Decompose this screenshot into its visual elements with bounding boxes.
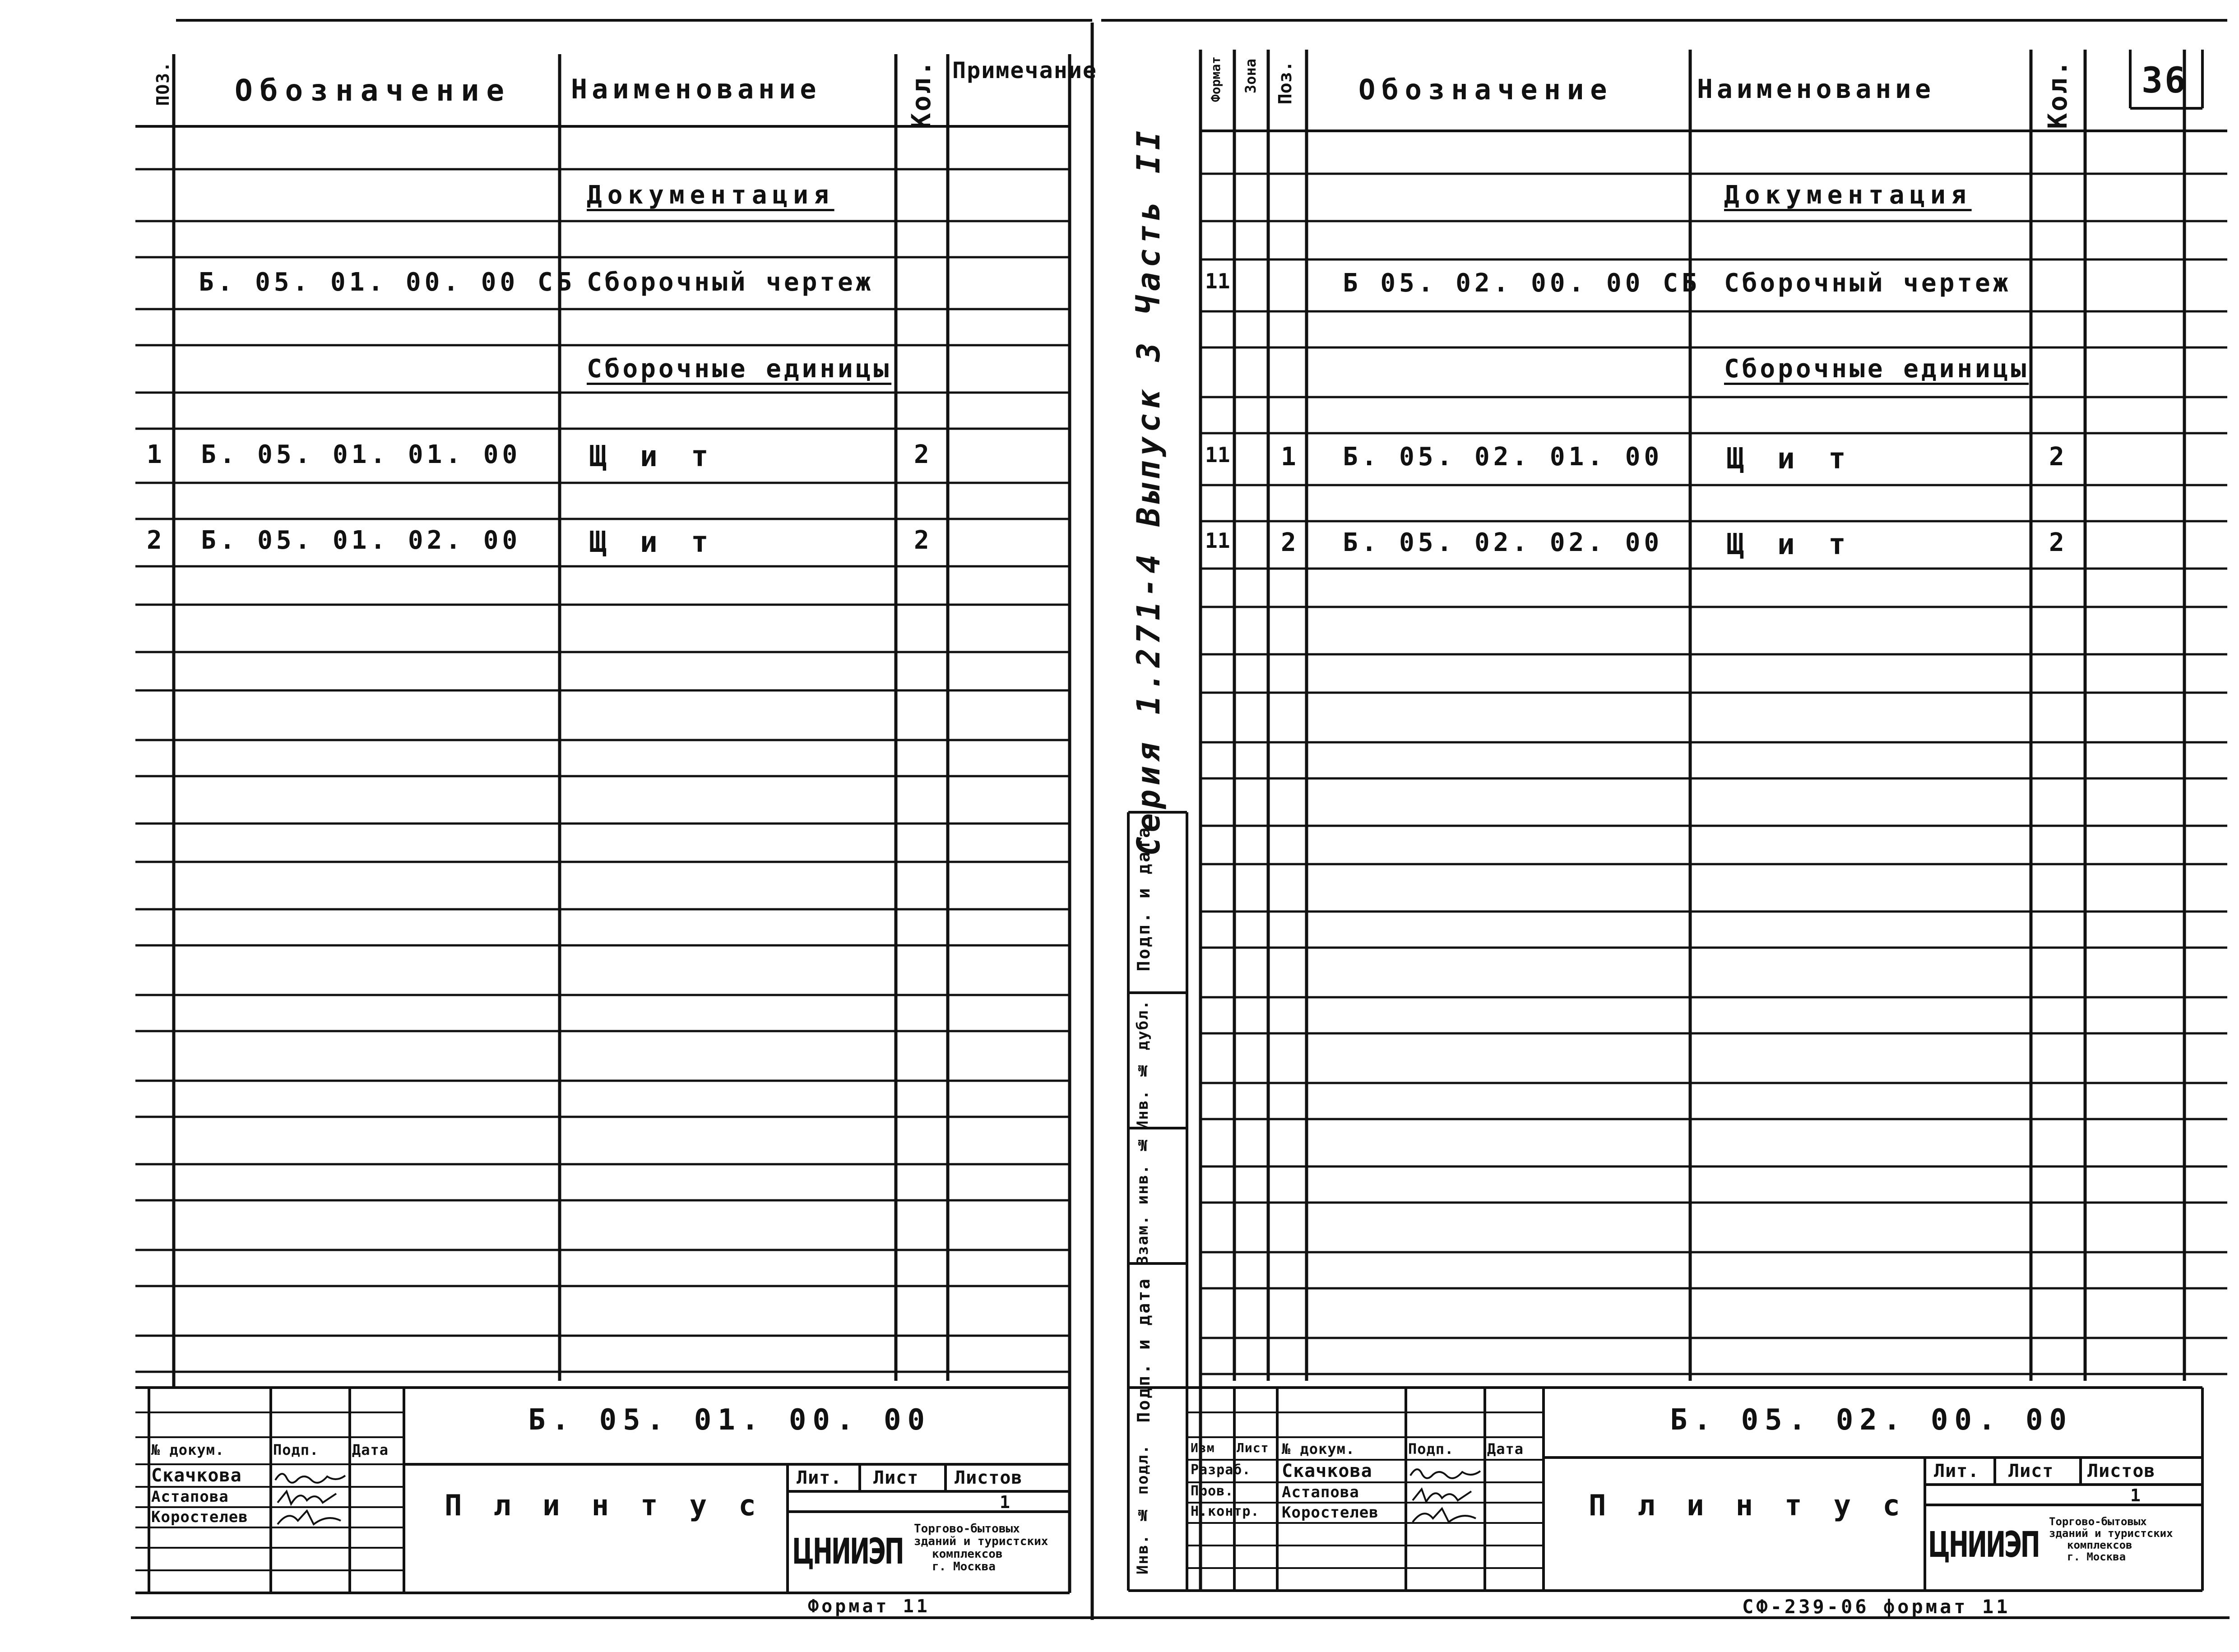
left-tb-title: Плинтус	[445, 1489, 788, 1522]
right-tb-org-line-2: зданий и туристских	[2049, 1527, 2173, 1540]
left-tb-org-logo: ЦНИИЭП	[792, 1532, 903, 1572]
right-tb-role-3: Н.контр.	[1191, 1504, 1260, 1519]
left-tb-org-line-2: зданий и туристских	[914, 1535, 1048, 1548]
signature-1	[273, 1467, 348, 1487]
right-tb-org-line-3: комплексов	[2067, 1539, 2132, 1551]
right-footer-format: СФ-239-06 формат 11	[1742, 1596, 2011, 1618]
left-row-5-pos: 2	[147, 526, 166, 555]
right-row-4-qty: 2	[2049, 442, 2068, 472]
right-header-zone: Зона	[1242, 59, 1259, 94]
left-tb-col-date: Дата	[352, 1441, 389, 1458]
left-tb-name-3: Коростелев	[151, 1508, 248, 1526]
right-tb-role-2: Пров.	[1191, 1483, 1234, 1499]
left-tb-col-sign: Подп.	[273, 1441, 319, 1458]
side-vzam: Взам. инв. №	[1134, 1135, 1152, 1266]
right-tb-col-izm: Изм	[1191, 1440, 1215, 1455]
left-row-4-qty: 2	[914, 440, 933, 469]
left-tb-org-line-4: г. Москва	[932, 1560, 996, 1573]
right-tb-org-line-1: Торгово-бытовых	[2049, 1515, 2147, 1528]
left-row-5-name: Щ и т	[589, 526, 717, 559]
right-tb-col-date: Дата	[1487, 1440, 1524, 1458]
right-row-4-name: Щ и т	[1726, 442, 1854, 476]
right-tb-name-1: Скачкова	[1282, 1461, 1372, 1481]
left-tb-code: Б. 05. 01. 00. 00	[528, 1403, 932, 1437]
left-row-4-name: Щ и т	[589, 440, 717, 473]
right-row-2-name: Сборочный чертеж	[1724, 268, 2011, 298]
right-tb-lit: Лит.	[1934, 1461, 1979, 1481]
left-tb-sheets-value: 1	[1000, 1492, 1011, 1512]
left-tb-org-line-3: комплексов	[932, 1547, 1003, 1561]
right-tb-sheets-value: 1	[2130, 1485, 2141, 1505]
left-row-4-pos: 1	[147, 440, 166, 469]
left-row-5-qty: 2	[914, 526, 933, 555]
side-inv-dup: Инв. № дубл.	[1134, 1000, 1152, 1130]
signature-3	[273, 1507, 348, 1527]
left-header-name: Наименование	[571, 74, 821, 105]
left-header-qty: Кол.	[906, 59, 936, 129]
right-header-pos: Поз.	[1275, 61, 1296, 105]
left-footer-format: Формат 11	[808, 1596, 930, 1617]
left-header-pos: ПОЗ.	[153, 61, 173, 106]
right-row-5-pos: 2	[1281, 528, 1300, 557]
right-row-2-format: 11	[1205, 269, 1230, 293]
left-row-2-name: Сборочный чертеж	[587, 268, 874, 297]
left-header-designation: Обозначение	[235, 73, 512, 108]
right-tb-org-line-4: г. Москва	[2067, 1550, 2126, 1563]
right-tb-name-2: Астапова	[1282, 1483, 1359, 1501]
left-tb-name-1: Скачкова	[151, 1465, 242, 1486]
signature-2	[273, 1487, 348, 1507]
signature-6	[1408, 1505, 1483, 1525]
right-tb-sheets: Листов	[2087, 1461, 2156, 1481]
right-header-qty: Кол.	[2042, 59, 2073, 129]
side-sign-date-2: Подп. и дата	[1134, 1277, 1154, 1423]
right-row-4-pos: 1	[1281, 442, 1300, 472]
side-inv-orig: Инв. № подл.	[1134, 1444, 1152, 1575]
right-tb-col-doc: № докум.	[1282, 1440, 1355, 1458]
right-tb-col-sign: Подп.	[1408, 1440, 1454, 1458]
signature-4	[1408, 1462, 1483, 1482]
right-tb-col-list: Лист	[1237, 1440, 1269, 1455]
right-row-3-name: Сборочные единицы	[1724, 354, 2029, 384]
right-tb-name-3: Коростелев	[1282, 1504, 1379, 1522]
left-tb-org-line-1: Торгово-бытовых	[914, 1522, 1020, 1536]
left-tb-sheet: Лист	[873, 1467, 919, 1488]
right-tb-sheet: Лист	[2008, 1461, 2054, 1481]
right-tb-org-logo: ЦНИИЭП	[1928, 1525, 2039, 1565]
right-row-5-designation: Б. 05. 02. 02. 00	[1343, 528, 1663, 557]
signature-5	[1408, 1485, 1483, 1505]
right-row-5-qty: 2	[2049, 528, 2068, 557]
left-header-note: Примечание	[952, 57, 1098, 83]
left-row-1-name: Документация	[587, 180, 834, 210]
left-tb-name-2: Астапова	[151, 1488, 229, 1506]
left-tb-sheets: Листов	[955, 1467, 1023, 1488]
right-row-2-designation: Б 05. 02. 00. 00 СБ	[1343, 268, 1701, 298]
right-row-1-name: Документация	[1724, 180, 1972, 210]
left-row-3-name: Сборочные единицы	[587, 354, 892, 384]
right-header-format: Формат	[1208, 56, 1223, 102]
right-header-designation: Обозначение	[1358, 73, 1613, 106]
left-row-2-designation: Б. 05. 01. 00. 00 СБ	[199, 268, 575, 297]
left-tb-lit: Лит.	[797, 1467, 842, 1488]
left-row-5-designation: Б. 05. 01. 02. 00	[201, 526, 521, 555]
series-label: Серия 1.271-4 Выпуск 3 Часть II	[1130, 126, 1167, 856]
right-row-4-format: 11	[1205, 443, 1230, 467]
left-row-4-designation: Б. 05. 01. 01. 00	[201, 440, 521, 469]
right-tb-role-1: Разраб.	[1191, 1462, 1251, 1478]
right-row-5-name: Щ и т	[1726, 528, 1854, 561]
left-tb-col-doc: № докум.	[151, 1441, 225, 1458]
page-number: 36	[2142, 60, 2188, 101]
right-row-5-format: 11	[1205, 528, 1230, 553]
right-tb-code: Б. 05. 02. 00. 00	[1670, 1403, 2073, 1437]
right-row-4-designation: Б. 05. 02. 01. 00	[1343, 442, 1663, 472]
side-sign-date: Подп. и дата	[1134, 826, 1154, 972]
right-header-name: Наименование	[1697, 74, 1935, 104]
right-tb-title: Плинтус	[1589, 1489, 1932, 1522]
